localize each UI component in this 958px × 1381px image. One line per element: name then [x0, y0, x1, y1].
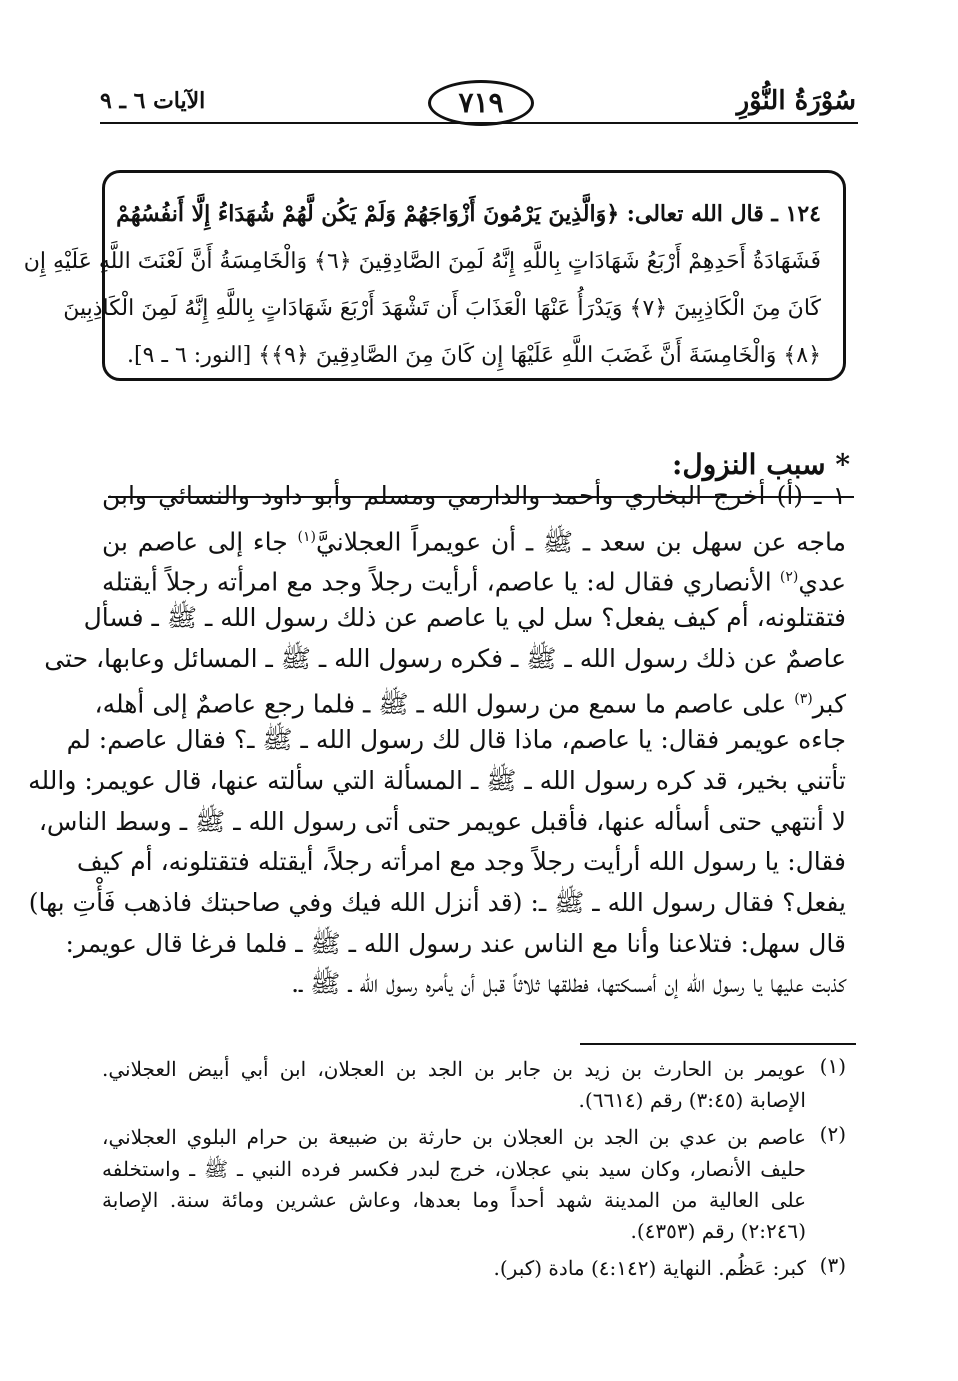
body-line: عاصمٌ عن ذلك رسول الله ـ ﷺ ـ فكره رسول الله ـ ﷺ ـ المسائل وعابها، حتى: [44, 643, 846, 673]
verse-line: كَانَ مِنَ الْكَاذِبِينَ ﴿٧﴾ وَيَدْرَأُ عَنْهَا الْعَذَابَ أَن تَشْهَدَ أَرْبَعَ شَهَادَاتٍ بِاللَّهِ إِنَّهُ لَمِنَ الْكَاذِبِينَ: [63, 296, 821, 321]
footnote-ref[interactable]: (٢): [779, 569, 799, 586]
footnotes: [102, 1054, 846, 1284]
body-line: قال سهل: فتلاعنا وأنا مع الناس عند رسول الله ـ ﷺ ـ فلما فرغا قال عويمر:: [65, 928, 846, 958]
footnote: [102, 1122, 846, 1247]
footnote-number: (٢): [819, 1122, 846, 1147]
section-title: * سبب النزول:: [672, 448, 850, 481]
footnote-divider: [580, 1043, 856, 1045]
header-divider: [100, 122, 858, 124]
footnote-ref[interactable]: (٣): [794, 691, 813, 708]
body-line: يفعل؟ فقال رسول الله ـ ﷺ ـ: (قد أنزل الله فيك وفي صاحبتك فاذهب فَأْتِ بها): [28, 887, 846, 917]
ayat-range: الآيات ٦ ـ ٩: [100, 88, 206, 114]
body-segment: ماجه عن سهل بن سعد ـ ﷺ ـ أن عويمراً العجلانيَّ: [315, 527, 846, 557]
footnote-line: عاصم بن عدي بن الجد بن العجلان بن حارثة بن ضبيعة بن حرام البلوي العجلاني،: [102, 1125, 806, 1150]
footnote: [102, 1054, 846, 1116]
body-line: فقال: يا رسول الله أرأيت رجلاً وجد مع امرأته رجلاً، أيقتله فتقتلونه، أم كيف: [76, 847, 846, 877]
surah-title: سُوْرَةُ النُّوْرِ: [736, 86, 856, 116]
footnote-number: (١): [819, 1054, 846, 1078]
footnote-line: كبر: عَظُم. النهاية (٤:١٤٢) مادة (كبر).: [493, 1256, 806, 1281]
verse-line: ١٢٤ ـ قال الله تعالى: ﴿وَالَّذِينَ يَرْمُونَ أَزْوَاجَهُمْ وَلَمْ يَكُن لَّهُمْ شُهَدَاءُ إِلَّا أَنفُسُهُمْ: [116, 201, 821, 227]
footnote-text: [102, 1253, 806, 1284]
body-line: فتقتلونه، أم كيف يفعل؟ سل لي يا عاصم عن ذلك رسول الله ـ ﷺ ـ فسأل: [83, 603, 846, 633]
footnote-text: [102, 1122, 806, 1247]
body-line: [102, 517, 846, 558]
body-segment: الأنصاري فقال له: يا عاصم، أرأيت رجلاً وجد مع امرأته رجلاً أيقتله: [102, 567, 780, 597]
body-line: لا أنتهي حتى أسأله عنها، فأقبل عويمر حتى أتى رسول الله ـ ﷺ ـ وسط الناس،: [38, 806, 846, 836]
footnote-line: حليف الأنصار، وكان سيد بني عجلان، خرج لبدر فكسر فرده النبي ـ ﷺ ـ واستخلفه: [102, 1156, 806, 1181]
body-line: [102, 557, 846, 598]
footnote-ref[interactable]: (١): [297, 528, 316, 545]
body-line: كذبت عليها يا رسول الله إن أمسكتها، فطلقها ثلاثاً قبل أن يأمره رسول الله ـ ﷺ ـ.: [291, 969, 846, 999]
body-line: تأتني بخير، قد كره رسول الله ـ ﷺ ـ المسألة التي سألته عنها، قال عويمر: والله: [28, 765, 846, 795]
body-segment: على عاصم ما سمع من رسول الله ـ ﷺ ـ فلما رجع عاصمٌ إلى أهله،: [94, 689, 795, 719]
footnote-line: (٢:٢٤٦) رقم (٤٣٥٣).: [630, 1219, 806, 1244]
body-line: [94, 679, 846, 720]
body-segment: جاء إلى عاصم بن: [102, 527, 298, 557]
body-line: جاءه عويمر فقال: يا عاصم، ماذا قال لك رسول الله ـ ﷺ ـ؟ فقال عاصم: لم: [66, 725, 846, 755]
verse-line: ﴿٨﴾ وَالْخَامِسَةَ أَنَّ غَضَبَ اللَّهِ عَلَيْهَا إِن كَانَ مِنَ الصَّادِقِينَ ﴿٩﴾﴾ [النور: ٦ ـ ٩].: [127, 343, 821, 368]
page-number: ٧١٩: [428, 80, 534, 126]
footnote-text: [102, 1054, 806, 1116]
footnote: [102, 1253, 846, 1284]
footnote-line: عويمر بن الحارث بن زيد بن جابر بن الجد بن العجلان، ابن أبي أبيض العجلاني.: [102, 1057, 806, 1081]
body-segment: عدي: [798, 567, 846, 597]
footnote-line: على العالية من المدينة شهد أحداً وما بعدها، وعاش عشرين ومائة سنة. الإصابة: [102, 1187, 806, 1212]
body-text: [28, 476, 846, 1005]
body-line: ١ ـ (أ) أخرج البخاري وأحمد والدارمي ومسلم وأبو داود والنسائي وابن: [102, 481, 846, 510]
verse-line: فَشَهَادَةُ أَحَدِهِمْ أَرْبَعُ شَهَادَاتٍ بِاللَّهِ إِنَّهُ لَمِنَ الصَّادِقِينَ ﴿٦﴾ وَالْخَامِسَةُ أَنَّ لَعْنَتَ اللَّهِ عَلَيْهِ إِن: [23, 249, 821, 274]
verse-box: [23, 170, 846, 381]
footnote-line: الإصابة (٣:٤٥) رقم (٦٦١٤).: [578, 1088, 806, 1113]
body-segment: كبر: [812, 689, 846, 719]
footnote-number: (٣): [819, 1253, 846, 1278]
